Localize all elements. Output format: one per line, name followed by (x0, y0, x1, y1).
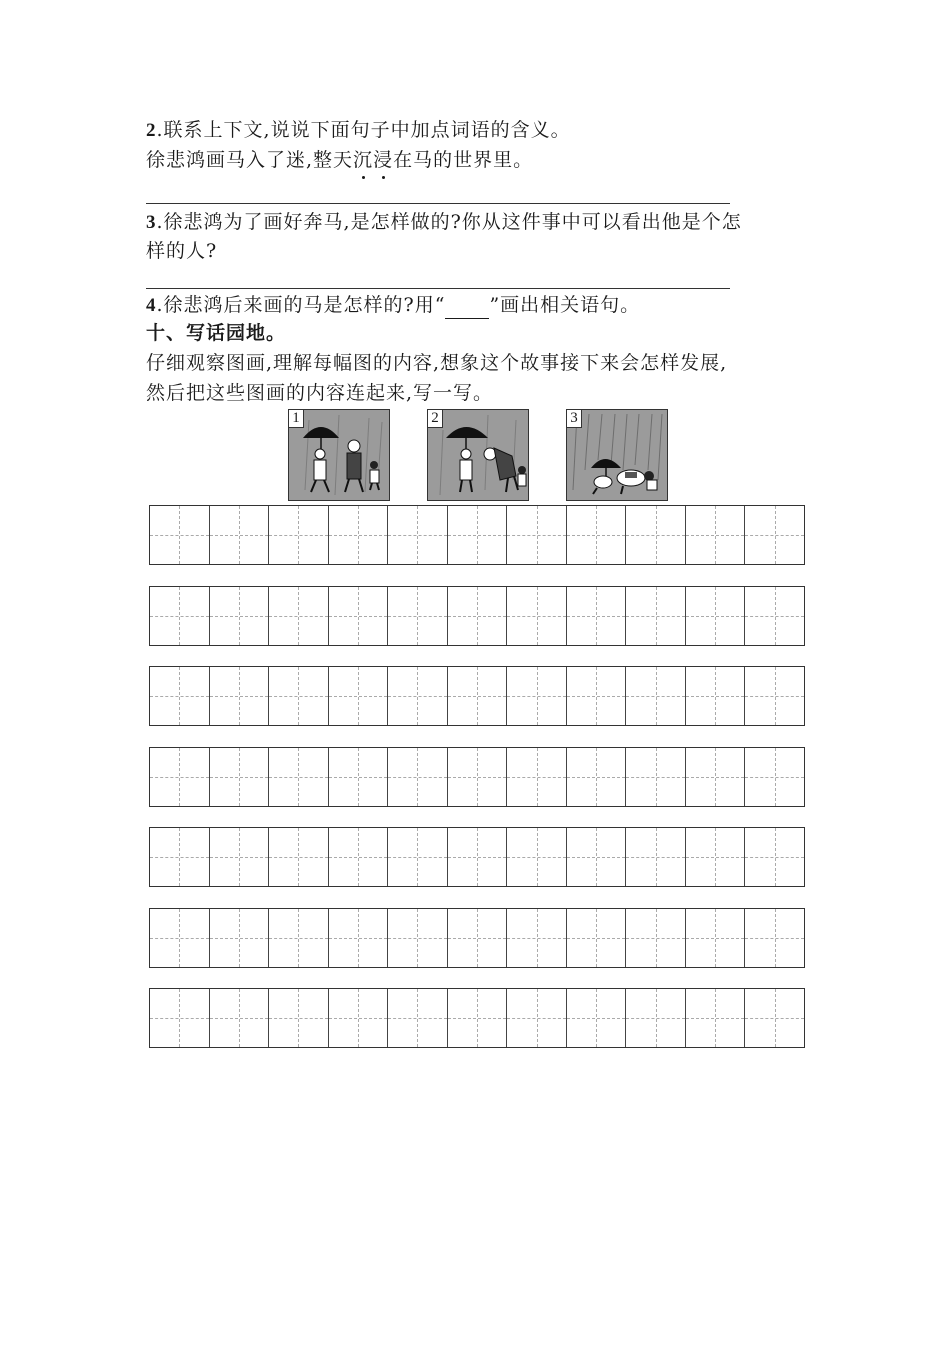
writing-grid-cell[interactable] (150, 587, 210, 645)
comic-number-3: 3 (567, 410, 582, 428)
writing-grid-cell[interactable] (388, 667, 448, 725)
writing-grid-cell[interactable] (150, 989, 210, 1047)
writing-grid-cell[interactable] (210, 667, 270, 725)
writing-grid-cell[interactable] (329, 909, 389, 967)
writing-grid-cell[interactable] (745, 909, 804, 967)
writing-grid-cell[interactable] (269, 667, 329, 725)
writing-grid-cell[interactable] (448, 748, 508, 806)
writing-grid-row (149, 827, 805, 887)
q2-number: 2 (146, 120, 157, 141)
writing-grid-cell[interactable] (567, 909, 627, 967)
writing-grid-row (149, 505, 805, 565)
writing-grid-cell[interactable] (626, 909, 686, 967)
q3-number: 3 (146, 212, 157, 233)
comic-panel-3 (566, 409, 668, 501)
writing-grid-cell[interactable] (329, 587, 389, 645)
writing-grid-cell[interactable] (448, 667, 508, 725)
q4-underline-sample (445, 300, 489, 319)
q2-sentence (146, 147, 533, 173)
writing-grid-cell[interactable] (686, 909, 746, 967)
writing-grid-cell[interactable] (507, 828, 567, 886)
writing-grid-cell[interactable] (626, 989, 686, 1047)
writing-grid-cell[interactable] (329, 506, 389, 564)
writing-grid-cell[interactable] (269, 828, 329, 886)
writing-grid-cell[interactable] (745, 828, 804, 886)
writing-grid-cell[interactable] (388, 506, 448, 564)
writing-grid-cell[interactable] (150, 909, 210, 967)
writing-grid-cell[interactable] (329, 667, 389, 725)
writing-grid-cell[interactable] (150, 748, 210, 806)
section10-heading: 十、写话园地。 (146, 322, 287, 344)
writing-grid-row (149, 908, 805, 968)
writing-grid-row (149, 666, 805, 726)
writing-grid-cell[interactable] (329, 748, 389, 806)
writing-grid-cell[interactable] (567, 748, 627, 806)
writing-grid-cell[interactable] (388, 909, 448, 967)
writing-grid-cell[interactable] (329, 828, 389, 886)
writing-grid-row (149, 747, 805, 807)
q4-prompt-before: .徐悲鸿后来画的马是怎样的?用“ (156, 294, 446, 316)
writing-grid-cell[interactable] (507, 909, 567, 967)
writing-grid-cell[interactable] (448, 909, 508, 967)
writing-grid-cell[interactable] (686, 989, 746, 1047)
writing-grid-cell[interactable] (626, 587, 686, 645)
writing-grid-cell[interactable] (448, 587, 508, 645)
writing-grid-cell[interactable] (329, 989, 389, 1047)
writing-grid-cell[interactable] (626, 667, 686, 725)
q2-emphasis-char-1: 沉 (353, 147, 373, 173)
writing-grid-cell[interactable] (388, 748, 448, 806)
q3-prompt-line1: .徐悲鸿为了画好奔马,是怎样做的?你从这件事中可以看出他是个怎 (156, 211, 742, 233)
q3-prompt (146, 209, 742, 236)
q2-emphasis-char-2: 浸 (373, 147, 393, 173)
writing-grid-cell[interactable] (448, 506, 508, 564)
writing-grid-cell[interactable] (686, 506, 746, 564)
writing-grid-cell[interactable] (507, 667, 567, 725)
writing-grid-cell[interactable] (626, 506, 686, 564)
writing-grid-cell[interactable] (567, 506, 627, 564)
writing-grid-cell[interactable] (686, 587, 746, 645)
comic-umbrella-bow-icon (428, 410, 528, 500)
comic-panel-2 (427, 409, 529, 501)
writing-grid-cell[interactable] (210, 828, 270, 886)
writing-grid-cell[interactable] (745, 587, 804, 645)
writing-grid-cell[interactable] (507, 506, 567, 564)
writing-grid-cell[interactable] (388, 587, 448, 645)
writing-grid-cell[interactable] (507, 748, 567, 806)
comic-panel-1 (288, 409, 390, 501)
writing-grid-cell[interactable] (626, 828, 686, 886)
writing-grid-cell[interactable] (507, 989, 567, 1047)
q4-number: 4 (146, 295, 157, 316)
comic-umbrella-walk-icon (289, 410, 389, 500)
writing-grid-cell[interactable] (210, 748, 270, 806)
writing-grid-cell[interactable] (745, 667, 804, 725)
writing-grid-cell[interactable] (388, 828, 448, 886)
writing-grid-cell[interactable] (269, 587, 329, 645)
section10-instruction-line1: 仔细观察图画,理解每幅图的内容,想象这个故事接下来会怎样发展, (146, 352, 728, 374)
writing-grid-cell[interactable] (745, 989, 804, 1047)
writing-grid-cell[interactable] (269, 748, 329, 806)
writing-grid-cell[interactable] (269, 909, 329, 967)
writing-grid-cell[interactable] (269, 989, 329, 1047)
q2-sentence-before: 徐悲鸿画马入了迷,整天 (146, 149, 354, 171)
q4-prompt-after: ”画出相关语句。 (489, 294, 641, 316)
q3-prompt-line2: 样的人? (146, 240, 218, 262)
writing-grid-cell[interactable] (388, 989, 448, 1047)
writing-grid-cell[interactable] (150, 667, 210, 725)
writing-grid-cell[interactable] (210, 587, 270, 645)
writing-grid-row (149, 988, 805, 1048)
writing-grid-cell[interactable] (567, 587, 627, 645)
section10-instruction-line2: 然后把这些图画的内容连起来,写一写。 (146, 382, 494, 404)
writing-grid-cell[interactable] (448, 989, 508, 1047)
writing-grid-cell[interactable] (210, 909, 270, 967)
q2-answer-line[interactable] (146, 203, 730, 204)
writing-grid-cell[interactable] (626, 748, 686, 806)
writing-grid-cell[interactable] (150, 828, 210, 886)
writing-grid-cell[interactable] (210, 989, 270, 1047)
q2-prompt (146, 117, 571, 144)
writing-grid-cell[interactable] (150, 506, 210, 564)
comic-number-1: 1 (289, 410, 304, 428)
writing-grid-cell[interactable] (686, 667, 746, 725)
writing-grid-cell[interactable] (745, 506, 804, 564)
comic-number-2: 2 (428, 410, 443, 428)
q3-answer-line[interactable] (146, 288, 730, 289)
writing-grid-cell[interactable] (686, 828, 746, 886)
writing-grid-cell[interactable] (507, 587, 567, 645)
writing-grid-cell[interactable] (745, 748, 804, 806)
q2-sentence-after: 在马的世界里。 (393, 149, 534, 171)
writing-grid-cell[interactable] (448, 828, 508, 886)
writing-grid-cell[interactable] (567, 989, 627, 1047)
writing-grid-row (149, 586, 805, 646)
writing-grid-cell[interactable] (686, 748, 746, 806)
writing-grid-cell[interactable] (567, 667, 627, 725)
comic-umbrella-crawl-icon (567, 410, 667, 500)
writing-grid-cell[interactable] (567, 828, 627, 886)
q4-prompt (146, 292, 640, 319)
writing-grid-cell[interactable] (269, 506, 329, 564)
writing-grid-cell[interactable] (210, 506, 270, 564)
q2-prompt-text: .联系上下文,说说下面句子中加点词语的含义。 (156, 119, 571, 141)
